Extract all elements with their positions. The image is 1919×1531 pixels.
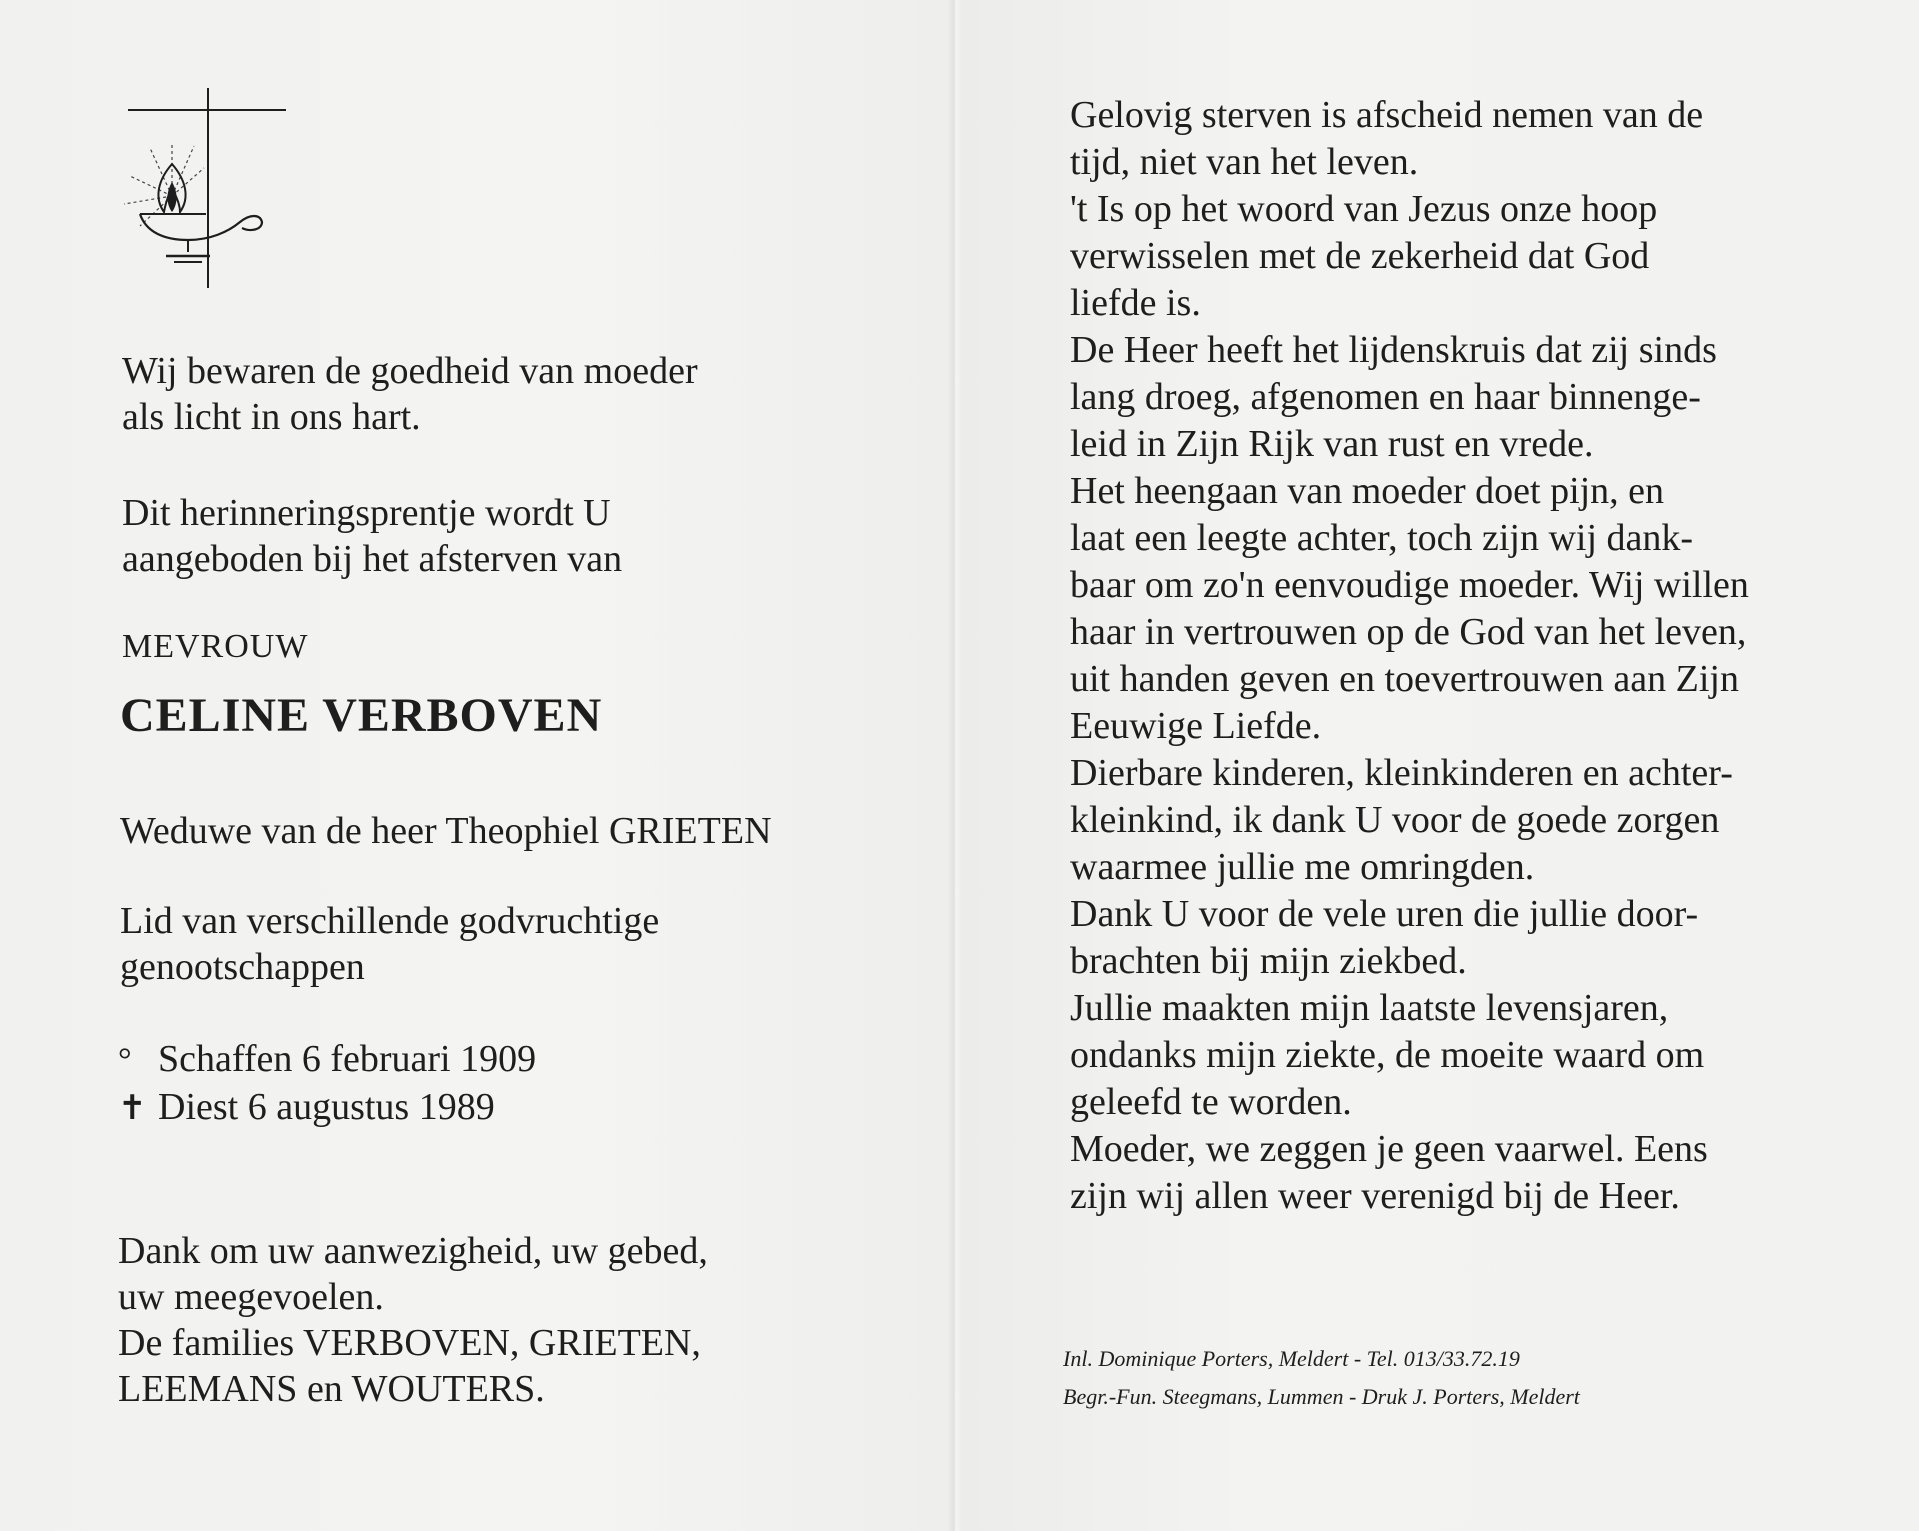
honorific: MEVROUW [122,628,309,665]
reflection-line: geleefd te worden. [1070,1081,1352,1123]
reflection-line: baar om zo'n eenvoudige moeder. Wij willen [1070,564,1749,606]
reflection-line: Dank U voor de vele uren die jullie door- [1070,893,1699,935]
reflection-line: tijd, niet van het leven. [1070,141,1419,183]
reflection-line: zijn wij allen weer verenigd bij de Heer. [1070,1175,1680,1217]
reflection-line: ondanks mijn ziekte, de moeite waard om [1070,1034,1705,1076]
reflection-line: verwisselen met de zekerheid dat God [1070,235,1650,277]
reflection-line: lang droeg, afgenomen en haar binnenge- [1070,376,1701,418]
reflection-line: haar in vertrouwen op de God van het leven, [1070,611,1747,653]
offer-text: Dit herinneringsprentje wordt U aangeboden bij het afsterven van [122,492,623,580]
reflection-line: waarmee jullie me omringden. [1070,846,1535,888]
printer-credit-line-2: Begr.-Fun. Steegmans, Lummen - Druk J. Porters, Meldert [1063,1384,1580,1409]
intro-text: Wij bewaren de goedheid van moeder als licht in ons hart. [122,350,698,438]
reflection-line: liefde is. [1070,282,1201,324]
reflection-line: leid in Zijn Rijk van rust en vrede. [1070,423,1594,465]
widow-text: Weduwe van de heer Theophiel GRIETEN [120,810,772,852]
birth-row [118,1036,536,1084]
reflection-text [1070,92,1870,1220]
birth-date: Schaffen 6 februari 1909 [158,1038,537,1080]
cross-with-oil-lamp-icon [110,86,300,296]
reflection-line: kleinkind, ik dank U voor de goede zorgen [1070,799,1720,841]
death-cross-icon: ✝ [118,1090,147,1127]
reflection-line: Eeuwige Liefde. [1070,705,1322,747]
reflection-line: Moeder, we zeggen je geen vaarwel. Eens [1070,1128,1708,1170]
membership-text: Lid van verschillende godvruchtige genootschappen [120,900,660,988]
reflection-line: Gelovig sterven is afscheid nemen van de [1070,94,1704,136]
reflection-line: uit handen geven en toevertrouwen aan Zijn [1070,658,1739,700]
thanks-text: Dank om uw aanwezigheid, uw gebed, uw meegevoelen. De families VERBOVEN, GRIETEN, LEEMANS en WOUTERS. [118,1230,708,1410]
reflection-line: 't Is op het woord van Jezus onze hoop [1070,188,1658,230]
left-panel [0,0,955,1531]
card-fold [948,0,962,1531]
reflection-line: laat een leegte achter, toch zijn wij dank- [1070,517,1694,559]
reflection-line: Het heengaan van moeder doet pijn, en [1070,470,1665,512]
reflection-line: brachten bij mijn ziekbed. [1070,940,1467,982]
reflection-line: De Heer heeft het lijdenskruis dat zij sinds [1070,329,1717,371]
reflection-line: Jullie maakten mijn laatste levensjaren, [1070,987,1669,1029]
birth-symbol: ° [118,1042,132,1079]
printer-credit-line-1: Inl. Dominique Porters, Meldert - Tel. 013/33.72.19 [1063,1346,1520,1371]
death-row [118,1084,495,1132]
deceased-name: CELINE VERBOVEN [120,689,603,742]
reflection-line: Dierbare kinderen, kleinkinderen en achter- [1070,752,1733,794]
death-date: Diest 6 augustus 1989 [158,1086,495,1128]
